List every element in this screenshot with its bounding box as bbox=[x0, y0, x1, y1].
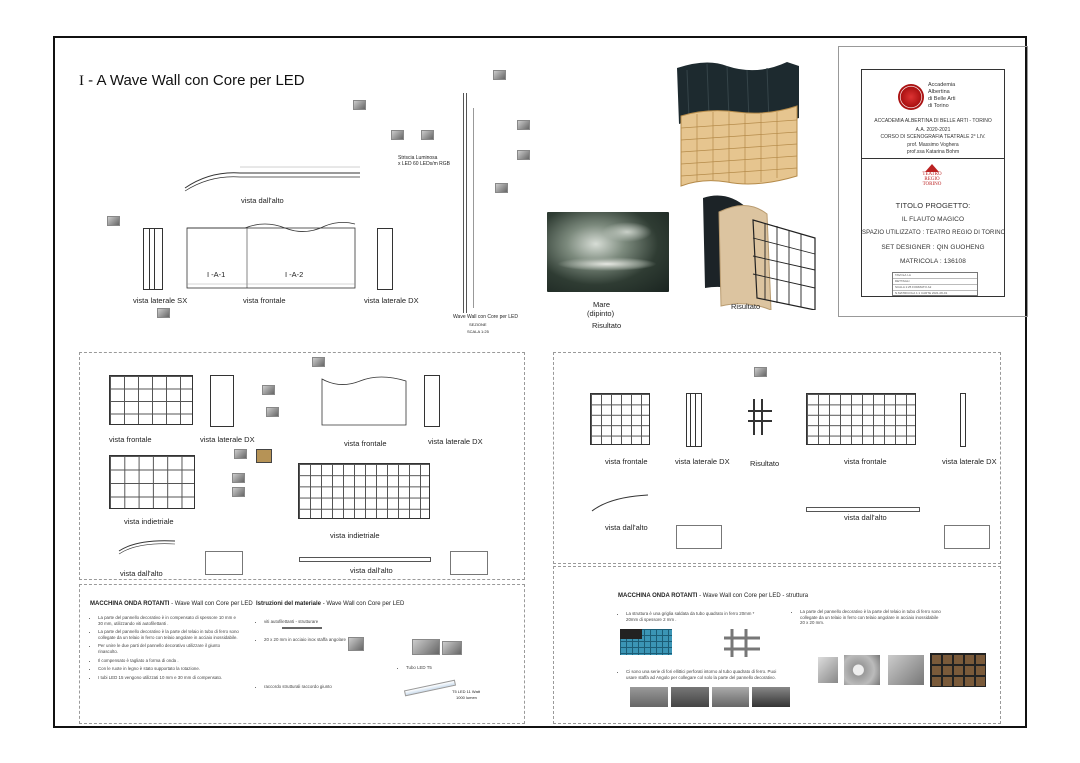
core-detail-thumb-1 bbox=[517, 120, 530, 130]
label-back-view-2: vista indietriale bbox=[330, 531, 380, 540]
machine-bullet: • Per unire le due parti del pannello decorativo utilizzare il giunto rinascolto. bbox=[98, 643, 240, 654]
label-panel-a1: I -A-1 bbox=[207, 270, 226, 279]
materials-item: • 20 x 20 mm in acciaio inox staffa angolare bbox=[264, 637, 376, 643]
title-text: - A Wave Wall con Core per LED bbox=[84, 72, 305, 89]
mid-left-info-table bbox=[205, 551, 243, 575]
title-block bbox=[838, 46, 1028, 317]
label-right-side-view: vista laterale DX bbox=[364, 296, 419, 305]
bracket-thumb-1 bbox=[262, 385, 275, 395]
title-roman: I bbox=[79, 73, 84, 89]
label-sea-2: (dipinto) bbox=[587, 309, 615, 318]
structure-bullet-1 bbox=[618, 611, 758, 625]
label-front-view: vista frontale bbox=[605, 457, 648, 466]
drawing-top-bar bbox=[806, 507, 920, 512]
structure-title bbox=[618, 593, 808, 599]
label-led-strip-1: Striscia Luminosa bbox=[398, 155, 438, 161]
theatre-name-2: REGIO bbox=[924, 177, 940, 182]
spec-label-box bbox=[620, 629, 642, 639]
sheet-info-row: SCALA 1:25 FORMATO A2 bbox=[893, 285, 977, 291]
theatre-name-1: TEATRO bbox=[922, 172, 942, 177]
label-result: Risultato bbox=[750, 459, 780, 468]
panel-bottom-right bbox=[553, 566, 1001, 724]
label-front-view-2: vista frontale bbox=[344, 439, 387, 448]
structure-bullet-3 bbox=[618, 669, 778, 683]
title-block-divider bbox=[862, 158, 1004, 159]
machine-bullet: • I tubi LED 15 vengono utilizzati 10 mm e 30 mm di compensato. bbox=[98, 675, 240, 681]
drawing-side-frame bbox=[686, 393, 702, 447]
label-lat-dx: vista laterale DX bbox=[675, 457, 730, 466]
drawing-side-view bbox=[210, 375, 234, 427]
led-strip-thumb bbox=[391, 130, 404, 140]
project-name: IL FLAUTO MAGICO bbox=[901, 216, 965, 223]
tube-photo-1 bbox=[630, 687, 668, 707]
sheet-info-row: N.MATRICOLA 1:1 CARTE 2021-06-01 bbox=[895, 291, 948, 295]
drawing-front-frame bbox=[590, 393, 650, 445]
teatro-regio-logo bbox=[922, 164, 942, 194]
drawing-front-frame-2 bbox=[806, 393, 916, 445]
drawing-side-view-2 bbox=[424, 375, 440, 427]
label-led-strip-2: x LED 60 LEDs/m RGB bbox=[398, 161, 450, 167]
materials-item: • raccordo strutturali raccordo giunto bbox=[264, 684, 376, 690]
label-render-result: Risultato bbox=[731, 302, 761, 311]
bracket-thumb-6 bbox=[232, 487, 245, 497]
drawing-left-side-view bbox=[143, 228, 163, 290]
drawing-front-view bbox=[185, 216, 357, 291]
plywood-sample-thumb bbox=[256, 449, 272, 463]
bracket-thumb-5 bbox=[232, 473, 245, 483]
professor-2: prof.ssa Katarina Bohm bbox=[906, 149, 960, 155]
label-section-title: Wave Wall con Core per LED bbox=[453, 314, 518, 320]
theatre-name-3: TORINO bbox=[922, 182, 942, 187]
academy-name-2: Albertina bbox=[928, 89, 950, 95]
structure-bullet: • Ci sono una serie di fori ellittici perforati intorno al tubo quadrato di ferro. Puoi usare staffa ad Angolo per collegare col solo la parte del pannello decorativo. bbox=[626, 669, 778, 680]
machine-bullet: • Con le ruote in legno è stato supportato la rotazione. bbox=[98, 666, 240, 672]
drawing-right-side-view bbox=[377, 228, 393, 290]
drawing-front-grid bbox=[109, 375, 193, 425]
machine-bullet: • La parte del pannello decorativo è la parte del telaio in tubo di ferro sono collegate da un telaio in ferro con telaio angolare in acciaio inossidabile. bbox=[98, 629, 240, 640]
space-used: SPAZIO UTILIZZATO : TEATRO REGIO DI TORINO bbox=[862, 230, 1006, 236]
structure-bullet: • La struttura è una griglia saldata da tubo quadrato in ferro 20mm * 20mm di spessore 2 mm . bbox=[626, 611, 758, 622]
led-item: • Tubo LED T5 bbox=[406, 665, 458, 671]
bracket-photo-3 bbox=[888, 655, 924, 685]
led-spec: T5 LED 11 Watt bbox=[452, 689, 481, 694]
bracket-thumb-3 bbox=[312, 357, 325, 367]
machine-bullet: • La parte del pannello decorativo è in compensato di spessore 10 mm e 30 mm, utilizzando viti autofilettanti . bbox=[98, 615, 240, 626]
mid-left-info-table-2 bbox=[450, 551, 488, 575]
materials-title-sub: - Wave Wall con Core per LED bbox=[321, 601, 405, 607]
tube-photo-2 bbox=[671, 687, 709, 707]
drawing-section-line bbox=[463, 93, 467, 313]
drawing-joint-detail bbox=[748, 399, 772, 435]
mid-right-info-table bbox=[676, 525, 722, 549]
machine-title-main: MACCHINA ONDA ROTANTI bbox=[90, 601, 170, 607]
sheet-title bbox=[79, 72, 305, 90]
led-clip-thumb bbox=[421, 130, 434, 140]
drawing-top-curve bbox=[590, 491, 650, 513]
led-spec-2: 1000 lumen bbox=[456, 695, 477, 700]
profile-thumb-left bbox=[107, 216, 120, 226]
drawing-wave-front bbox=[320, 373, 408, 427]
label-panel-a2: I -A-2 bbox=[285, 270, 304, 279]
perforated-tube-photos bbox=[630, 687, 790, 707]
tube-photo-4 bbox=[752, 687, 790, 707]
label-top-view: vista dall'alto bbox=[605, 523, 648, 532]
set-designer: SET DESIGNER : QIN GUOHENG bbox=[881, 244, 985, 251]
label-top-view-2: vista dall'alto bbox=[350, 566, 393, 575]
structure-bullet: • La parte del pannello decorativo è la parte del telaio in tubo di ferro sono collegate da un telaio in ferro con telaio angolare in acciaio inossidabile 20 x 20 mm. bbox=[800, 609, 942, 626]
steel-joint-thumb bbox=[724, 629, 760, 657]
materials-list bbox=[256, 619, 376, 693]
connector-thumb-2 bbox=[442, 641, 462, 655]
drawing-top-wave bbox=[117, 535, 177, 555]
machine-title-sub: - Wave Wall con Core per LED bbox=[169, 601, 253, 607]
label-top-view: vista dall'alto bbox=[120, 569, 163, 578]
machine-bullets bbox=[90, 615, 240, 683]
sea-painting-image bbox=[547, 212, 669, 292]
academy-seal-logo bbox=[898, 84, 924, 110]
panel-mid-right bbox=[553, 352, 1001, 564]
sheet-info-row: TAVOLA I-A bbox=[893, 273, 977, 279]
sheet-info-table bbox=[892, 272, 978, 296]
label-section-scale: SCALA 1:25 bbox=[467, 329, 489, 334]
label-front-view: vista frontale bbox=[243, 296, 286, 305]
machine-bullet: • Il compensato è tagliato a forma di onda . bbox=[98, 658, 240, 664]
mid-right-info-table-2 bbox=[944, 525, 990, 549]
structure-title-main: MACCHINA ONDA ROTANTI bbox=[618, 593, 698, 599]
academy-full: ACCADEMIA ALBERTINA DI BELLE ARTI - TORINO bbox=[874, 118, 992, 124]
panel-bottom-left bbox=[79, 584, 525, 724]
bracket-thumb-4 bbox=[234, 449, 247, 459]
drawing-side-frame-2 bbox=[960, 393, 966, 447]
core-profile-thumb bbox=[493, 70, 506, 80]
drawing-sheet bbox=[53, 36, 1027, 728]
drawing-back-grid-2 bbox=[298, 463, 430, 519]
materials-item: • viti autofilettanti - strutturare bbox=[264, 619, 376, 625]
angle-bracket-thumb bbox=[348, 637, 364, 651]
label-back-view: vista indietriale bbox=[124, 517, 174, 526]
label-top-view-2: vista dall'alto bbox=[844, 513, 887, 522]
label-top-view: vista dall'alto bbox=[241, 196, 284, 205]
panel-mid-left bbox=[79, 352, 525, 580]
academy-name-3: di Belle Arti bbox=[928, 96, 956, 102]
academy-name-4: di Torino bbox=[928, 103, 949, 109]
matricola: MATRICOLA : 136108 bbox=[900, 258, 966, 265]
label-front-view: vista frontale bbox=[109, 435, 152, 444]
materials-title-main: Istruzioni del materiale bbox=[256, 601, 322, 607]
tube-photo-3 bbox=[712, 687, 750, 707]
structure-bullet-2 bbox=[792, 609, 942, 629]
machine-title bbox=[90, 601, 253, 607]
label-section-sub: SEZIONE bbox=[469, 322, 487, 327]
led-list bbox=[398, 665, 458, 674]
label-left-side-view: vista laterale SX bbox=[133, 296, 188, 305]
sheet-info-row: DETTAGLI bbox=[893, 279, 977, 285]
label-lat-dx: vista laterale DX bbox=[200, 435, 255, 444]
led-tube-thumb bbox=[404, 680, 456, 697]
bracket-thumb-2 bbox=[266, 407, 279, 417]
label-lat-dx-2: vista laterale DX bbox=[428, 437, 483, 446]
screw-thumb bbox=[282, 627, 322, 629]
bracket-photo-2 bbox=[844, 655, 880, 685]
academy-name-1: Accademia bbox=[928, 82, 956, 88]
drawing-top-bar bbox=[299, 557, 431, 562]
materials-title bbox=[256, 601, 404, 607]
label-front-view-2: vista frontale bbox=[844, 457, 887, 466]
frame-assembly-photo bbox=[930, 653, 986, 687]
label-sea-result: Risultato bbox=[592, 321, 622, 330]
wave-top-view-drawing bbox=[180, 163, 365, 193]
label-lat-dx-2: vista laterale DX bbox=[942, 457, 997, 466]
core-detail-thumb-2 bbox=[517, 150, 530, 160]
core-detail-thumb-3 bbox=[495, 183, 508, 193]
connector-thumb-1 bbox=[412, 639, 440, 655]
label-sea-1: Mare bbox=[593, 300, 611, 309]
academic-year: A.A. 2020-2021 bbox=[915, 127, 951, 133]
project-label: TITOLO PROGETTO: bbox=[895, 201, 971, 210]
led-profile-thumb bbox=[353, 100, 366, 110]
render-3d-exploded bbox=[667, 48, 817, 310]
course-name: CORSO DI SCENOGRAFIA TEATRALE 2° LIV. bbox=[880, 134, 986, 140]
bracket-thumb-7 bbox=[754, 367, 767, 377]
structure-title-sub: - Wave Wall con Core per LED - struttura bbox=[697, 593, 809, 599]
drawing-back-grid bbox=[109, 455, 195, 509]
bracket-photo-1 bbox=[818, 657, 838, 683]
title-block-frame bbox=[861, 69, 1005, 297]
profile-thumb-bottom bbox=[157, 308, 170, 318]
professor-1: prof. Massimo Voghera bbox=[907, 142, 959, 148]
drawing-section-line-2 bbox=[473, 108, 474, 308]
